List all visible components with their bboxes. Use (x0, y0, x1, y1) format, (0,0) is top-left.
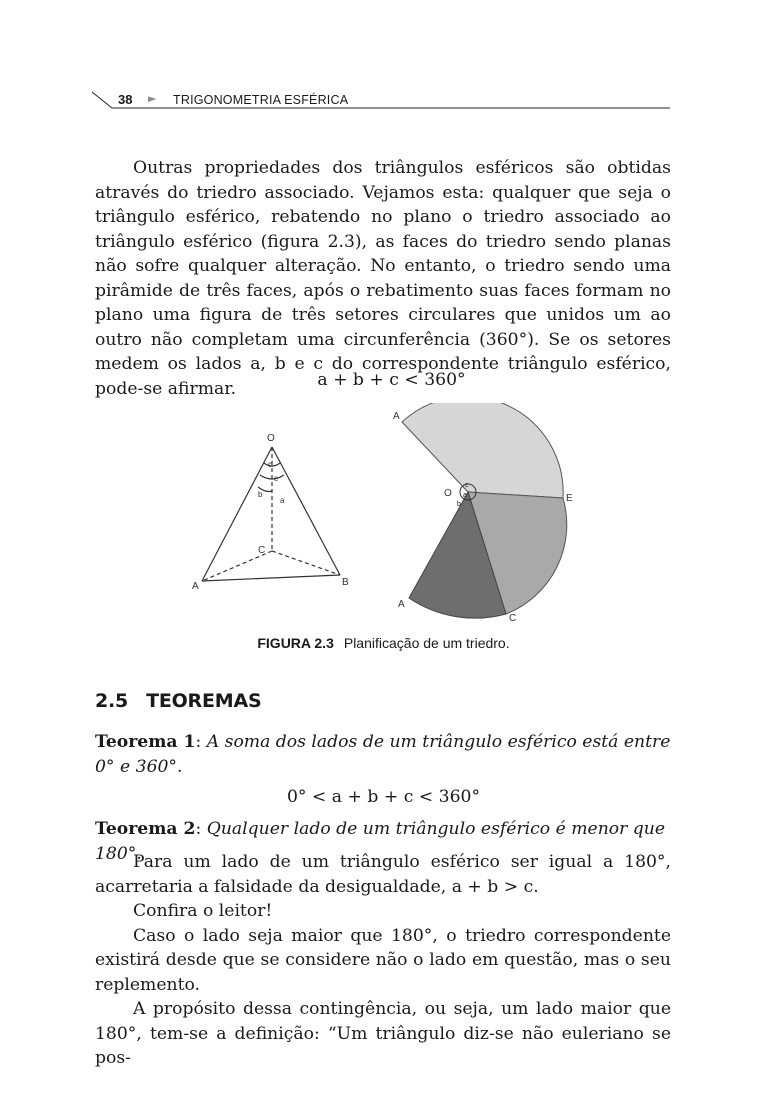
planar-label-c: C (509, 613, 517, 624)
figure-caption (0, 635, 767, 651)
pyramid-label-a: A (192, 581, 199, 592)
planar-label-e: E (566, 493, 573, 504)
running-header (92, 90, 670, 112)
section-title: TEOREMAS (146, 690, 262, 712)
planar-label-o: O (444, 488, 452, 499)
pyramid-angle-c2: c (274, 474, 278, 483)
theorem-2-label: Teorema 2 (95, 819, 196, 839)
theorem-1-label: Teorema 1 (95, 732, 196, 752)
pyramid-angle-c: c (268, 460, 272, 469)
planar-angle-b: b (457, 501, 461, 508)
paragraph-1: Para um lado de um triângulo esférico ser igual a 180°, acarretaria a falsidade da desigualdade, a + b > c. (95, 852, 671, 897)
paragraph-4: A propósito dessa contingência, ou seja, um lado maior que 180°, tem-se a definição: “Um triângulo diz-se não euleriano se pos- (95, 999, 671, 1068)
arrow-icon: ► (148, 92, 157, 105)
theorem-2: Teorema 2: Qualquer lado de um triângulo esférico é menor que 180°. (95, 819, 666, 864)
pyramid-angle-a: a (280, 496, 285, 505)
theorem-1-statement: A soma dos lados de um triângulo esférico está entre 0° e 360°. (95, 732, 671, 777)
planar-angle-c: c (465, 482, 469, 489)
formula-sum-sides: a + b + c < 360° (317, 370, 466, 390)
theorem-1: Teorema 1: A soma dos lados de um triângulo esférico está entre 0° e 360°. (95, 732, 671, 777)
theorem-2-statement: Qualquer lado de um triângulo esférico é menor que 180°. (95, 819, 666, 864)
planar-label-a-bottom: A (398, 599, 405, 610)
section-number: 2.5 (95, 690, 129, 712)
planar-drawing (402, 403, 567, 618)
figure-triedro (180, 403, 600, 628)
sector-c (402, 403, 563, 498)
formula-bounds: 0° < a + b + c < 360° (286, 787, 481, 807)
pyramid-label-c: C (258, 545, 266, 556)
intro-paragraph: Outras propriedades dos triângulos esféricos são obtidas através do triedro associado. Vejamos esta: qualquer que seja o triângulo esférico, rebatendo no plano o triedro associado ao triângulo esférico (figura 2.3), as faces do triedro sendo planas não sofre qualquer alteração. No entanto, o triedro sendo uma pirâmide de três faces, após o rebatimento suas faces formam no plano uma figura de três setores circulares que unidos um ao outro não completam uma circunferência (360°). Se os setores medem os lados a, b e c do correspondente triângulo esférico, pode-se afirmar. (95, 158, 671, 399)
caption-text: Planificação de um triedro. (343, 635, 510, 651)
closing-paragraphs (95, 850, 671, 1071)
planar-label-a-top: A (393, 411, 400, 422)
paragraph-3: Caso o lado seja maior que 180°, o triedro correspondente existirá desde que se considere não o lado em questão, mas o seu replemento. (95, 925, 671, 995)
caption-label: FIGURA 2.3 (257, 635, 334, 651)
page-number: 38 (118, 92, 133, 107)
pyramid-angle-b: b (258, 490, 263, 499)
pyramid-label-o: O (267, 433, 275, 444)
paragraph-2: Confira o leitor! (133, 901, 273, 921)
planar-angle-a: a (463, 492, 467, 499)
pyramid-label-b: B (342, 577, 349, 588)
running-title: TRIGONOMETRIA ESFÉRICA (173, 93, 349, 107)
section-heading (95, 690, 261, 712)
